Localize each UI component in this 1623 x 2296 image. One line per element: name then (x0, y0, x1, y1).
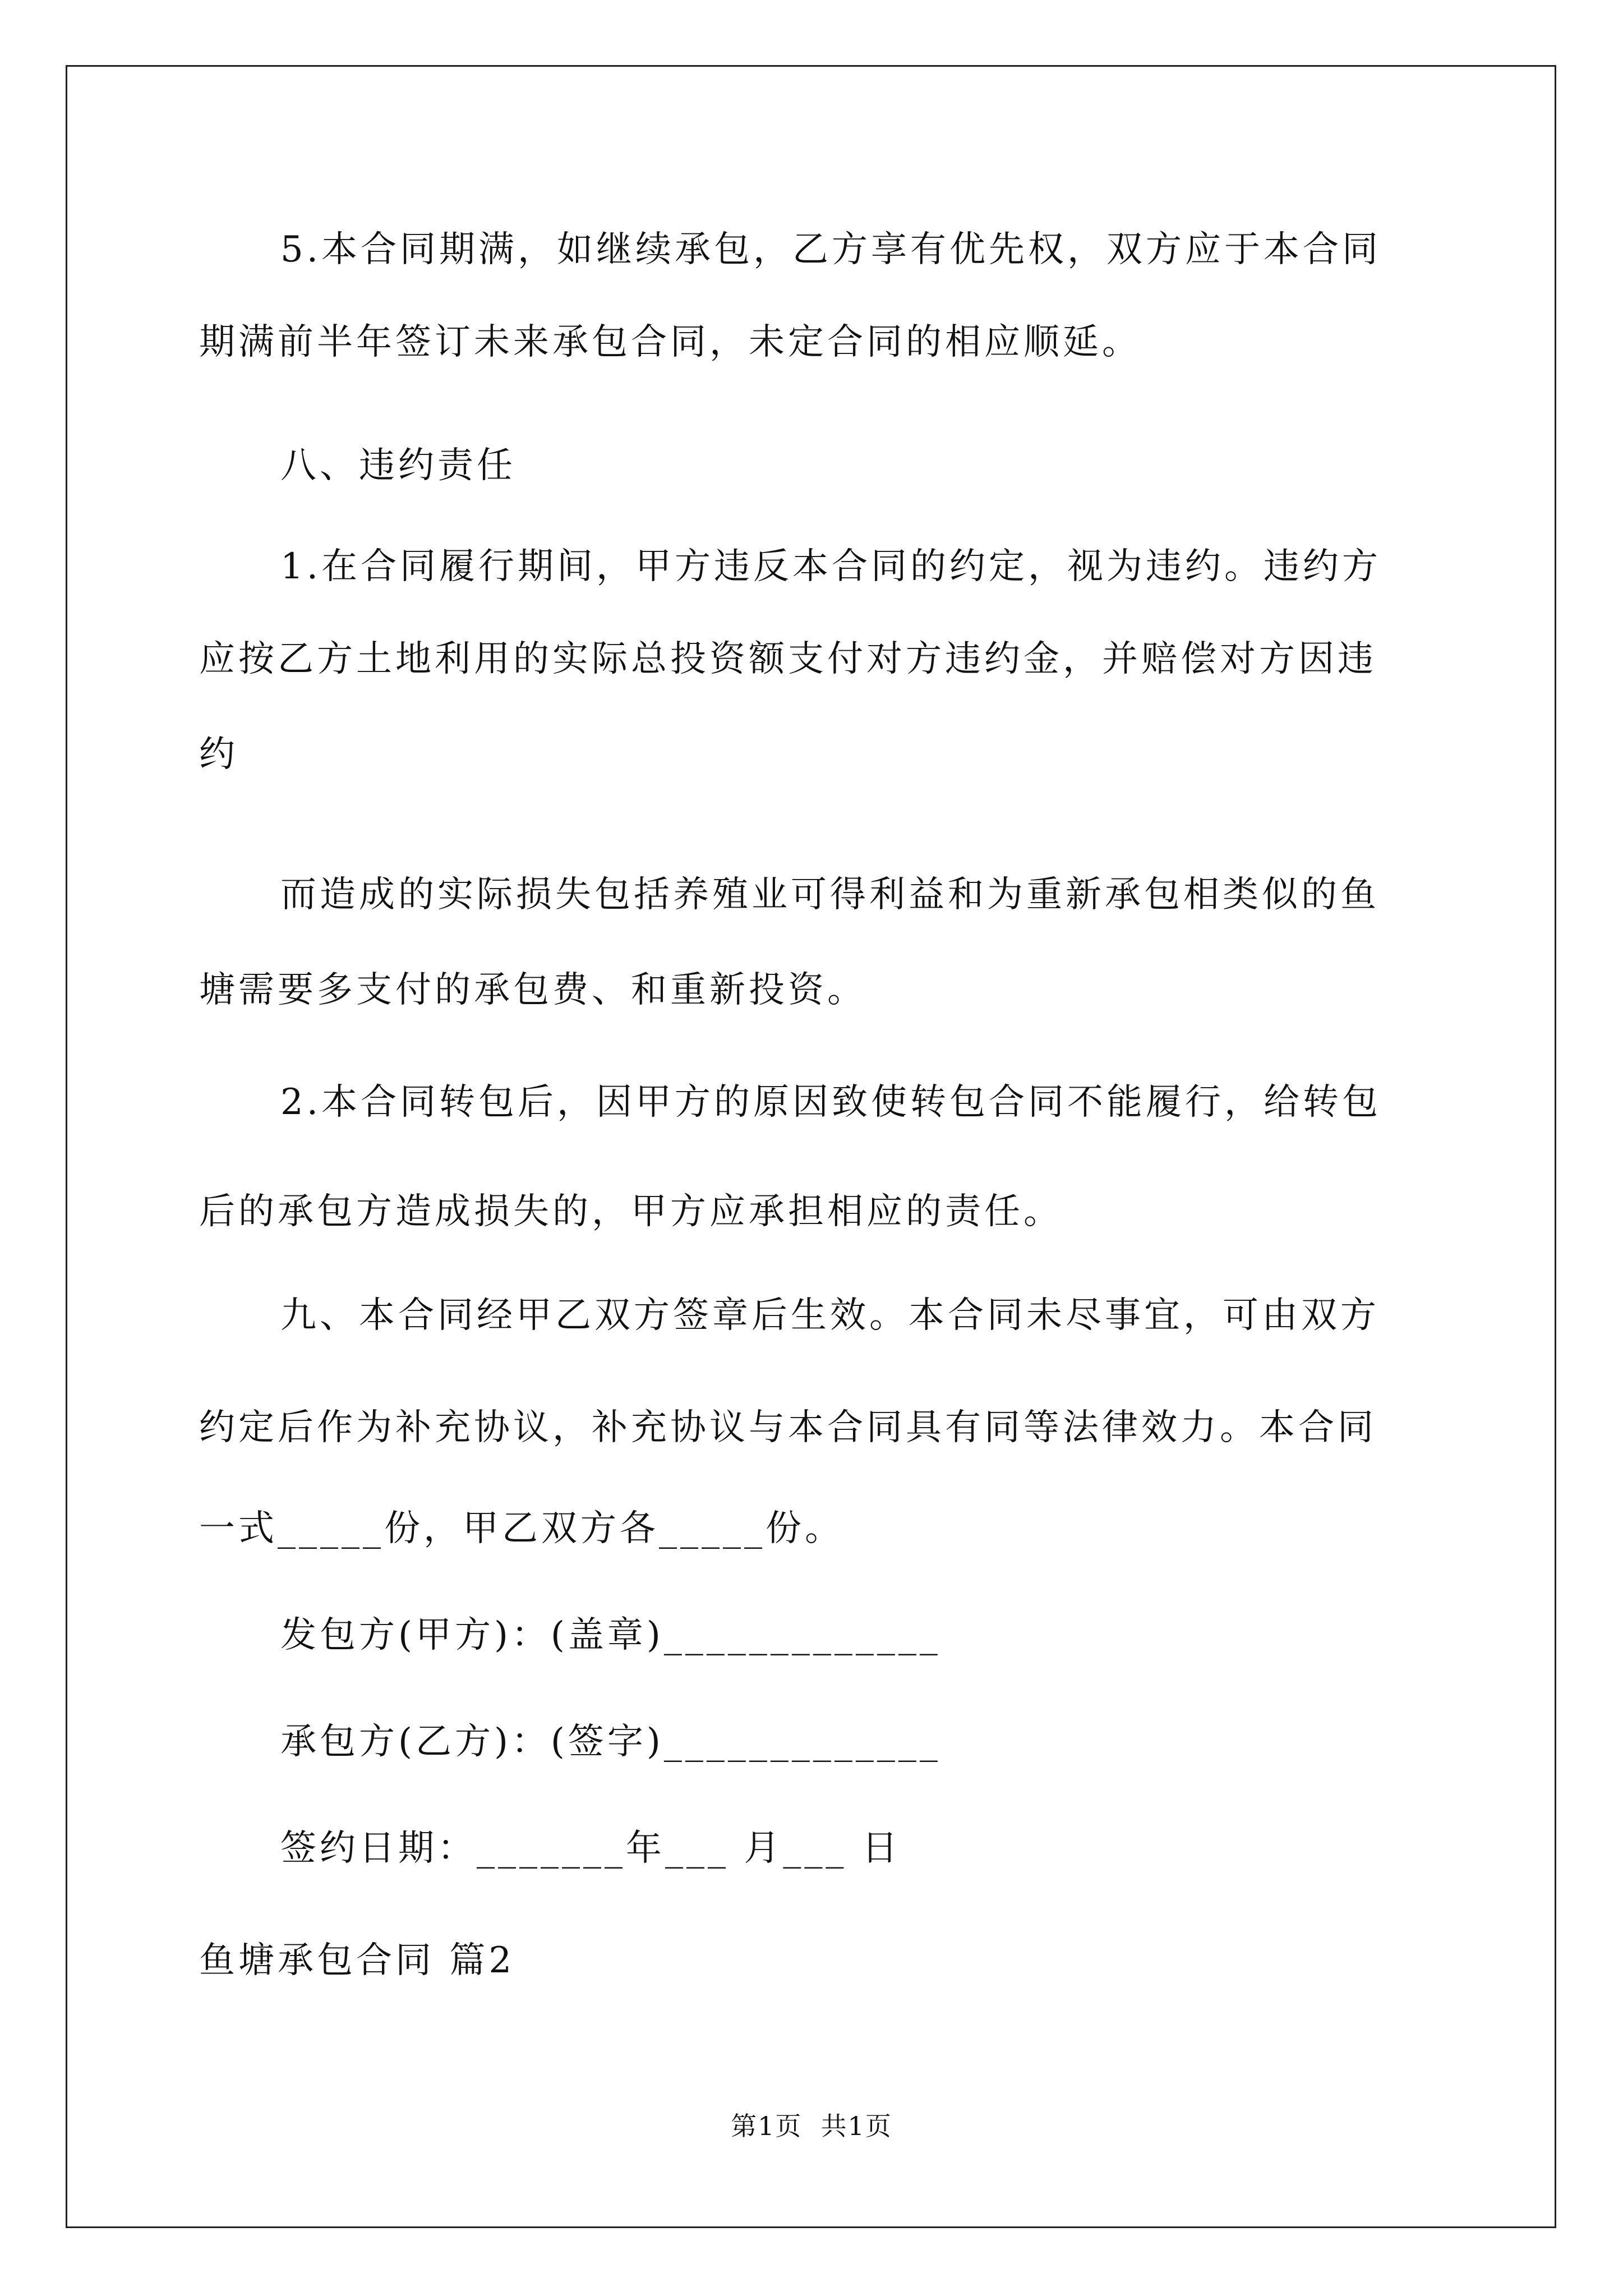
text-line-breach-2b: 后的承包方造成损失的，甲方应承担相应的责任。 (199, 1191, 1063, 1232)
text-line-loss-b: 塘需要多支付的承包费、和重新投资。 (199, 969, 866, 1011)
next-section-title: 鱼塘承包合同 篇2 (199, 1940, 515, 1981)
text-line-clause-5b: 期满前半年签订未来承包合同，未定合同的相应顺延。 (199, 321, 1141, 363)
text-line-clause-9a: 九、本合同经甲乙双方签章后生效。本合同未尽事宜，可由双方 (280, 1295, 1380, 1336)
signature-line-party-a: 发包方(甲方)：(盖章)_____________ (280, 1614, 941, 1656)
text-line-breach-1b: 应按乙方土地利用的实际总投资额支付对方违约金，并赔偿对方因违 (199, 638, 1377, 680)
signature-line-party-b: 承包方(乙方)：(签字)_____________ (280, 1721, 941, 1763)
page-footer: 第1页 共1页 (731, 2111, 892, 2141)
text-line-breach-2a: 2.本合同转包后，因甲方的原因致使转包合同不能履行，给转包 (280, 1082, 1382, 1123)
section-heading-breach: 八、违约责任 (280, 445, 516, 486)
text-line-breach-1c: 约 (199, 734, 238, 775)
text-line-copies: 一式_____份，甲乙双方各_____份。 (199, 1508, 844, 1549)
signing-date-line: 签约日期：_______年___ 月___ 日 (280, 1828, 901, 1869)
text-line-breach-1a: 1.在合同履行期间，甲方违反本合同的约定，视为违约。违约方 (280, 546, 1382, 587)
text-line-loss-a: 而造成的实际损失包括养殖业可得利益和为重新承包相类似的鱼 (280, 874, 1380, 915)
text-line-clause-5a: 5.本合同期满，如继续承包，乙方享有优先权，双方应于本合同 (280, 229, 1382, 270)
page-border (66, 65, 1556, 2228)
text-line-clause-9b: 约定后作为补充协议，补充协议与本合同具有同等法律效力。本合同 (199, 1407, 1377, 1448)
